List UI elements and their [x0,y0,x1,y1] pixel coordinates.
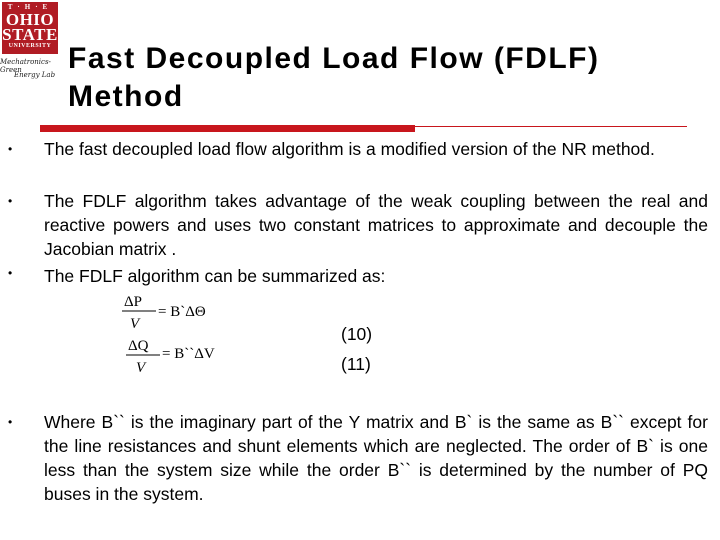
bullet-text-2: The FDLF algorithm takes advantage of the weak coupling between the real and reactive powers and uses two constant matrices to approximate and decouple the Jacobian matrix . [44,191,708,259]
bullet-icon: • [8,194,13,208]
eq2-numerator: ΔQ [128,338,149,354]
eq1-rhs: = B`ΔΘ [158,304,206,320]
title-underline-thin [415,126,687,127]
fdlf-equations [118,292,238,376]
lab-name-line2: Energy Lab [14,71,56,79]
lab-name-line1: Mechatronics-Green [0,58,51,74]
eq1-number: (10) [341,324,373,344]
bullet-icon: • [8,142,13,156]
title-underline-thick [40,125,415,132]
bullet-text-1: The fast decoupled load flow algorithm is a modified version of the NR method. [44,139,655,159]
eq1-numerator: ΔP [124,294,142,310]
bullet-icon: • [8,415,13,429]
eq2-number: (11) [341,354,371,374]
logo-ohio: OHIO [5,10,55,29]
eq1-denominator: V [130,316,140,332]
logo-university: UNIVERSITY [8,43,52,49]
eq2-rhs: = B``ΔV [162,346,215,362]
bullet-text-3: The FDLF algorithm can be summarized as: [44,266,386,286]
bullet-text-4: Where B`` is the imaginary part of the Y matrix and B` is the same as B`` except for the line resistances and shunt elements which are neglected. The order of B` is one less than the system size while the order B`` is determined by the number of PQ buses in the system. [44,412,708,504]
logo-the: T·H·E [7,3,53,11]
bullet-icon: • [8,266,13,280]
ohio-state-logo [0,0,66,95]
university-wordmark [2,2,58,54]
logo-state: STATE [2,25,58,44]
eq2-denominator: V [136,360,146,376]
slide-title: Fast Decoupled Load Flow (FDLF) Method [68,42,600,113]
